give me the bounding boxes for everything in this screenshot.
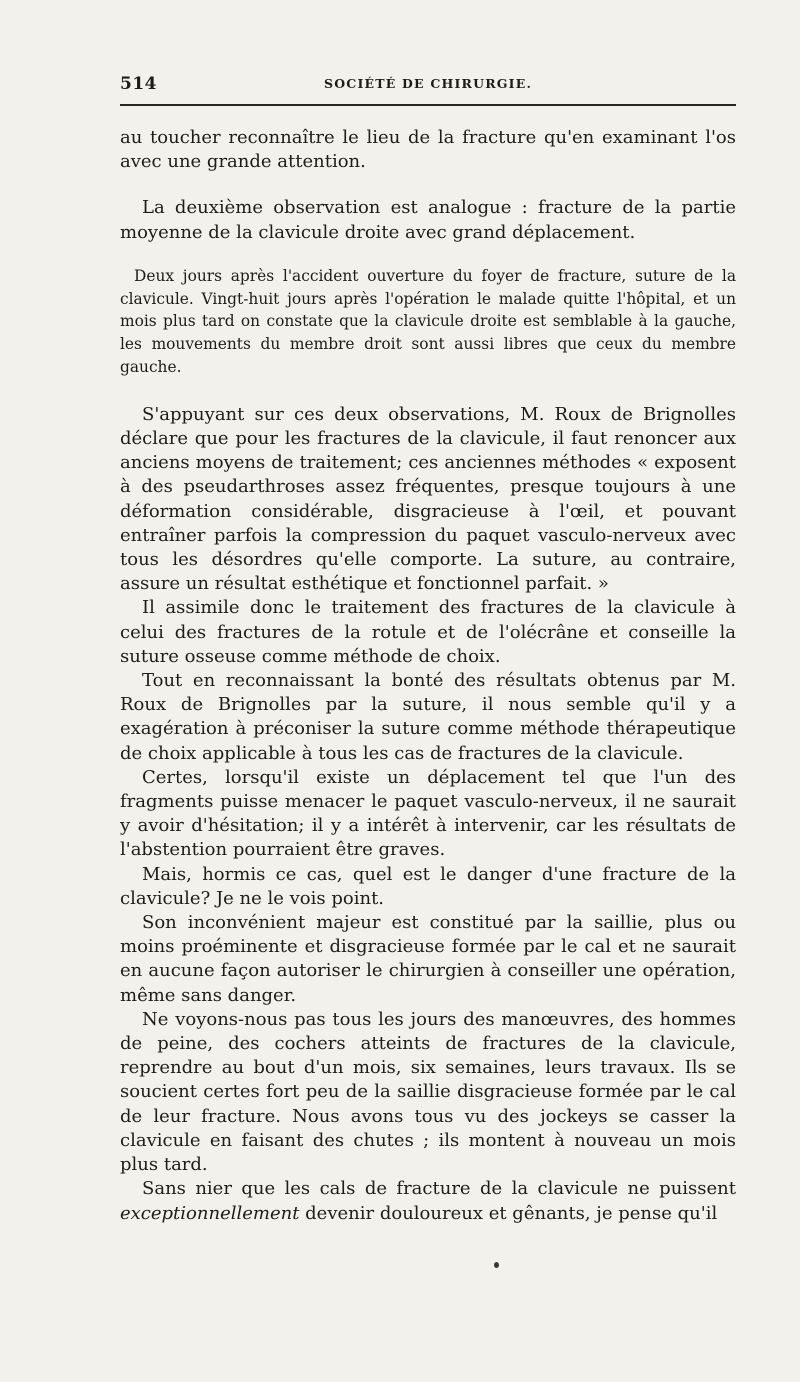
- paragraph-workers: Ne voyons-nous pas tous les jours des manœuvres, des hommes de peine, des cochers atteints de fractures de la clavicule, reprendre au bout d'un mois, six semaines, leurs travaux. Ils se soucient certes fort peu de la saillie disgracieuse formée par le cal de leur fracture. Nous avons tous vu des jockeys se casser la clavicule en faisant des chutes ; ils montent à nouveau un mois plus tard.: [120, 1008, 736, 1176]
- page-number: 514: [120, 74, 157, 94]
- paragraph-roux-argument: S'appuyant sur ces deux observations, M. Roux de Brignolles déclare que pour les fractures de la clavicule, il faut renoncer aux anciens moyens de traitement; ces anciennes méthodes « exposent à des pseudarthroses assez fréquentes, presque toujours à une déformation considérable, disgracieuse à l'œil, et pouvant entraîner parfois la compression du paquet vasculo-nerveux avec tous les désordres qu'elle comporte. La suture, au contraire, assure un résultat esthétique et fonctionnel parfait. »: [120, 403, 736, 595]
- final-text-emphasis: exceptionnellement: [120, 1202, 300, 1224]
- final-text-after: devenir douloureux et gênants, je pense qu'il: [299, 1202, 718, 1224]
- paragraph-danger-question: Mais, hormis ce cas, quel est le danger d'une fracture de la clavicule? Je ne le vois point.: [120, 863, 736, 909]
- header-rule: [120, 104, 736, 106]
- paragraph-continuation: au toucher reconnaître le lieu de la fracture qu'en examinant l'os avec une grande attention.: [120, 127, 736, 173]
- paragraph-displacement: Certes, lorsqu'il existe un déplacement tel que l'un des fragments puisse menacer le paquet vasculo-nerveux, il ne saurait y avoir d'hésitation; il y a intérêt à intervenir, car les résultats de l'abstention pourraient être graves.: [120, 766, 736, 861]
- paragraph-assimilation: Il assimile donc le traitement des fractures de la clavicule à celui des fractures de la rotule et de l'olécrâne et conseille la suture osseuse comme méthode de choix.: [120, 597, 736, 667]
- paragraph-exaggeration: Tout en reconnaissant la bonté des résultats obtenus par M. Roux de Brignolles par la suture, il nous semble qu'il y a exagération à préconiser la suture comme méthode thérapeutique de choix applicable à tous les cas de fractures de la clavicule.: [120, 670, 736, 764]
- final-text-before: Sans nier que les cals de fracture de la clavicule ne puissent: [142, 1178, 736, 1200]
- running-head: SOCIÉTÉ DE CHIRURGIE.: [323, 76, 533, 91]
- paragraph-case-detail: Deux jours après l'accident ouverture du foyer de fracture, suture de la clavicule. Vingt-huit jours après l'opération le malade quitte l'hôpital, et un mois plus tard on constate que la clavicule droite est semblable à la gauche, les mouvements du membre droit sont aussi libres que ceux du membre gauche.: [120, 266, 736, 376]
- paragraph-second-observation: La deuxième observation est analogue : fracture de la partie moyenne de la clavicule droite avec grand déplacement.: [120, 197, 736, 243]
- paragraph-inconvenience: Son inconvénient majeur est constitué par la saillie, plus ou moins proéminente et disgracieuse formée par le cal et ne saurait en aucune façon autoriser le chirurgien à conseiller une opération, même sans danger.: [120, 912, 736, 1006]
- paragraph-final: [120, 1177, 736, 1225]
- ink-speck: [494, 1262, 499, 1268]
- body-text: [120, 126, 736, 1226]
- page-header: [120, 74, 736, 100]
